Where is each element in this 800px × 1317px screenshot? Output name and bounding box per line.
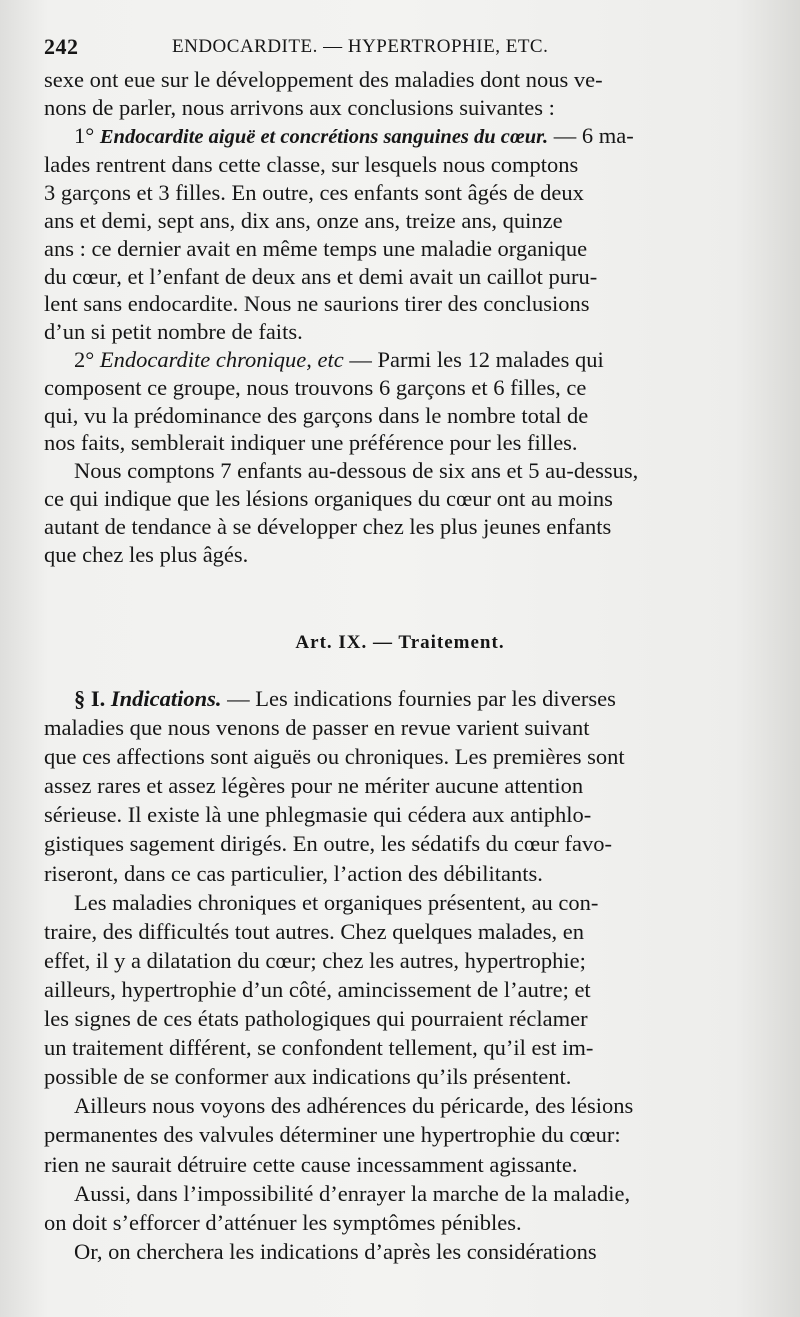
text-line: permanentes des valvules déterminer une hypertrophie du cœur: [44, 1122, 621, 1148]
text-line: ce qui indique que les lésions organiques du cœur ont au moins [44, 485, 613, 511]
section-mark: § I. [74, 686, 106, 711]
paragraph-heading: Endocardite aiguë et concrétions sanguines du cœur. [99, 125, 549, 148]
text-line: Nous comptons 7 enfants au-dessous de six ans et 5 au-dessus, [74, 458, 639, 484]
page-number: 242 [44, 34, 79, 59]
text-line: ans : ce dernier avait en même temps une maladie organique [44, 235, 588, 261]
text-line: ailleurs, hypertrophie d’un côté, amincissement de l’autre; et [44, 976, 591, 1002]
section-indications-first-line [44, 684, 768, 713]
text-line: composent ce groupe, nous trouvons 6 garçons et 6 filles, ce [44, 374, 587, 400]
lower-text-block [44, 684, 768, 1266]
text-line: Les maladies chroniques et organiques présentent, au con- [74, 889, 599, 915]
text-line: rien ne saurait détruire cette cause incessamment agissante. [44, 1151, 578, 1177]
text-line: 3 garçons et 3 filles. En outre, ces enfants sont âgés de deux [44, 180, 584, 206]
text-line: lades rentrent dans cette classe, sur lesquels nous comptons [44, 152, 579, 178]
text-line: ans et demi, sept ans, dix ans, onze ans, treize ans, quinze [44, 207, 563, 233]
section-heading: Indications. [110, 686, 222, 711]
text-line: Or, on cherchera les indications d’après les considérations [74, 1238, 597, 1264]
text-line: Aussi, dans l’impossibilité d’enrayer la marche de la maladie, [74, 1180, 631, 1206]
text-line: qui, vu la prédominance des garçons dans le nombre total de [44, 402, 589, 428]
paragraph-acute-endocarditis [44, 122, 768, 152]
text-line: que ces affections sont aiguës ou chroniques. Les premières sont [44, 744, 625, 770]
text-line: assez rares et assez légères pour ne mériter aucune attention [44, 773, 584, 799]
list-marker: 2° [74, 346, 95, 372]
list-marker: 1° [74, 122, 95, 148]
text-line: possible de se conformer aux indications qu’ils présentent. [44, 1064, 572, 1090]
paragraph-chronic-endocarditis [44, 346, 768, 374]
text-fragment: — Parmi les 12 malades qui [343, 346, 604, 372]
text-line: du cœur, et l’enfant de deux ans et demi avait un caillot puru- [44, 263, 598, 289]
text-line: maladies que nous venons de passer en revue varient suivant [44, 715, 590, 741]
text-line: les signes de ces états pathologiques qui pourraient réclamer [44, 1006, 588, 1032]
text-line: un traitement différent, se confondent tellement, qu’il est im- [44, 1035, 594, 1061]
upper-text-block [44, 66, 768, 568]
text-line: effet, il y a dilatation du cœur; chez les autres, hypertrophie; [44, 947, 586, 973]
text-fragment: — Les indications fournies par les diverses [221, 686, 616, 711]
text-line: Ailleurs nous voyons des adhérences du péricarde, des lésions [74, 1093, 634, 1119]
article-title: Art. IX. — Traitement. [295, 632, 505, 653]
text-fragment: — 6 ma- [548, 122, 634, 148]
text-line: traire, des difficultés tout autres. Chez quelques malades, en [44, 918, 585, 944]
text-line: sérieuse. Il existe là une phlegmasie qui cédera aux antiphlo- [44, 802, 592, 828]
text-line: que chez les plus âgés. [44, 541, 249, 567]
text-line: gistiques sagement dirigés. En outre, les sédatifs du cœur favo- [44, 831, 612, 857]
text-line: riseront, dans ce cas particulier, l’action des débilitants. [44, 860, 543, 886]
text-line: lent sans endocardite. Nous ne saurions tirer des conclusions [44, 291, 590, 317]
running-title: ENDOCARDITE. — HYPERTROPHIE, ETC. [172, 36, 549, 57]
text-line: autant de tendance à se développer chez les plus jeunes enfants [44, 513, 612, 539]
text-line: on doit s’efforcer d’atténuer les symptômes pénibles. [44, 1209, 522, 1235]
text-line: d’un si petit nombre de faits. [44, 319, 303, 345]
text-line: nons de parler, nous arrivons aux conclusions suivantes : [44, 94, 555, 120]
page-header [44, 34, 774, 66]
text-line: nos faits, semblerait indiquer une préférence pour les filles. [44, 430, 578, 456]
paragraph-heading: Endocardite chronique, etc [99, 346, 344, 372]
text-line: sexe ont eue sur le développement des maladies dont nous ve- [44, 67, 603, 92]
